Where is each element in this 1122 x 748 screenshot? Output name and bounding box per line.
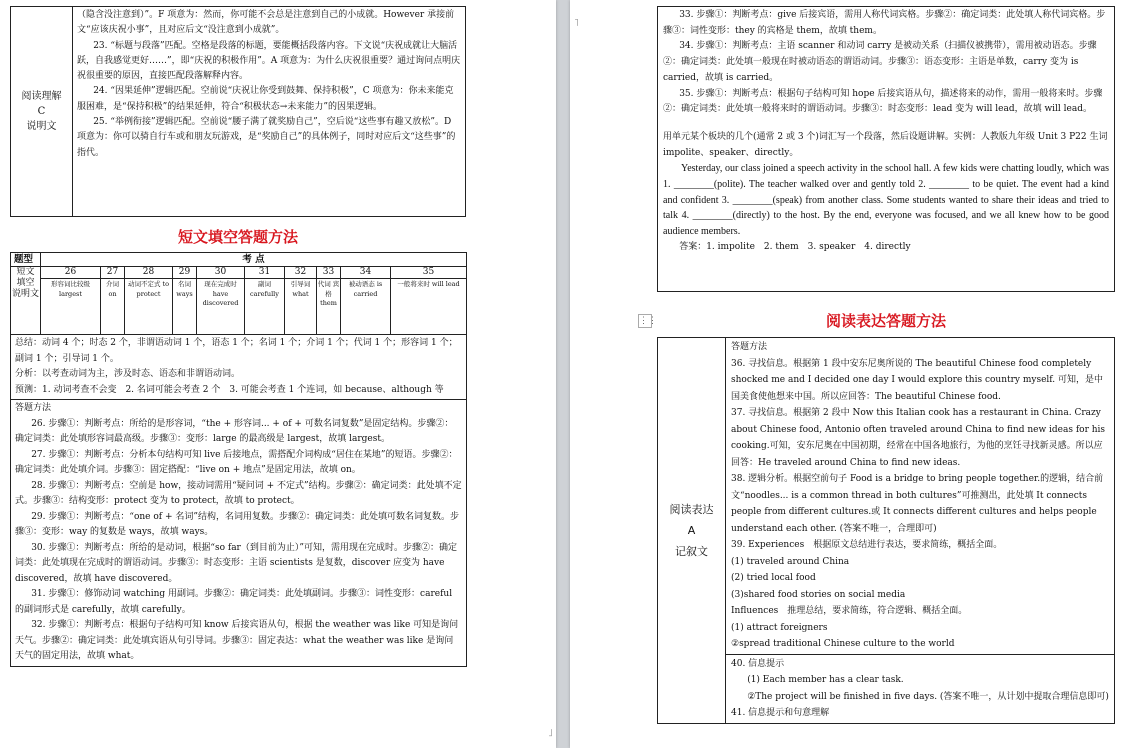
reading-c-label <box>11 7 73 217</box>
cloze-continued-content <box>658 7 1115 292</box>
question-number: 30 <box>197 267 245 279</box>
q39-influences: Influences 推理总结，要求简练，符合逻辑、概括全面。 <box>731 606 968 616</box>
method-item: 33. 步骤①：判断考点：give 后接宾语，需用人称代词宾格。步骤②：确定词类：此处填人称代词宾格。步骤③：词性变形：they 的宾格是 them，故填 them。 <box>663 10 1106 36</box>
method-item: 31. 步骤①：修饰动词 watching 用副词。步骤②：确定词类：此处填副词。步骤③：词性变形：careful 的副词形式是 carefully，故填 carefully。 <box>15 589 453 615</box>
question-number: 31 <box>245 267 285 279</box>
label-line: 阅读理解 <box>21 91 62 102</box>
header-type: 题型 <box>11 253 41 267</box>
method-item: 27. 步骤①：判断考点：分析本句结构可知 live 后接地点，需搭配介词构成“居住在某地”的短语。步骤②：确定词类：此处填介词。步骤③：固定搭配：“live on + 地点”是固定用法，故填 on。 <box>15 449 458 475</box>
test-point: 名词 ways <box>173 279 197 335</box>
q39-point: (3)shared food stories on social media <box>731 589 906 600</box>
test-point: 被动语态 is carried <box>341 279 391 335</box>
q40-point: ②The project will be finished in five days. (答案不唯一，从计划中提取合理信息即可) <box>747 691 1109 702</box>
question-number: 35 <box>391 267 467 279</box>
reading-expression-table <box>657 337 1115 724</box>
q39-influence-point: (1) attract foreigners <box>731 622 828 633</box>
question-number: 29 <box>173 267 197 279</box>
page-corner-mark: ˩ <box>548 728 553 739</box>
q39-influence-point: ②spread traditional Chinese culture to the world <box>731 639 955 649</box>
explanation-paragraph: 23. “标题与段落”匹配。空格是段落的标题，要能概括段落内容。下文说“庆祝成就让大脑活跃，自我感觉更好……”，即“庆祝的积极作用”。A 项意为：为什么庆祝很重要？通过询问点明庆祝很重要的原因，直接匹配段落解释内容。 <box>77 40 461 82</box>
method-item: 34. 步骤①：判断考点：主语 scanner 和动词 carry 是被动关系（扫描仪被携带），需用被动语态。步骤②：确定词类：此处填一般现在时被动语态的谓语动词。步骤③：语态变形：主语是单数，carry 变为 is carried，故填 is carried。 <box>663 41 1097 83</box>
method-heading: 答题方法 <box>731 342 768 352</box>
reading-a-method <box>726 338 1115 655</box>
explanation-paragraph: （隐含没注意到）”。F 项意为：然而，你可能不会总是注意到自己的小成就。However 承接前文“应该庆祝小事”，且对应后文“没注意到小成就”。 <box>77 10 455 36</box>
category-cell <box>11 267 41 335</box>
category-line: 说明文 <box>11 289 39 299</box>
kaodian-table <box>10 252 467 667</box>
test-point: 代词 宾格 them <box>317 279 341 335</box>
explanation-paragraph: 24. “因果延伸”逻辑匹配。空前说“庆祝让你受到鼓舞、保持积极”，C 项意为：你未来能克服困难，是“保持积极”的结果延伸，符合“积极状态→未来能力”的因果逻辑。 <box>77 86 454 112</box>
test-point: 动词不定式 to protect <box>125 279 173 335</box>
section-title: 阅读表达答题方法 <box>825 312 946 330</box>
question-number: 27 <box>101 267 125 279</box>
category-line: 短文 <box>16 267 35 277</box>
label-line: 说明文 <box>26 121 57 132</box>
question-number: 32 <box>285 267 317 279</box>
reading-a-label <box>658 338 726 724</box>
method-item: 26. 步骤①：判断考点：所给的是形容词，“the + 形容词... + of + 可数名词复数”是固定结构。步骤②：确定词类：此处填形容词最高级。步骤③：变形：large 的最高级是 largest，故填 largest。 <box>15 418 454 444</box>
label-line: 记叙文 <box>675 544 708 558</box>
q41-title: 41. 信息提示和句意理解 <box>731 708 830 718</box>
summary-cell <box>11 335 467 400</box>
reading-c-explanations <box>73 7 466 217</box>
label-line: 阅读表达 <box>669 502 714 516</box>
category-line: 填空 <box>16 278 35 288</box>
q40-point: (1) Each member has a clear task. <box>747 675 904 685</box>
question-number: 26 <box>41 267 101 279</box>
label-line: A <box>687 523 696 537</box>
test-point: 形容词比较级 largest <box>41 279 101 335</box>
explanation-paragraph: 25. “举例衔接”逻辑匹配。空前说“腰子满了就奖励自己”，空后说“这些事有趣又放松”。D 项意为：你可以骑自行车或和朋友玩游戏，是“奖励自己”的具体例子，同时对应后文“这些事”的指代。 <box>77 117 456 158</box>
method-item: 30. 步骤①：判断考点：所给的是动词，根据“so far（到目前为止）”可知，需用现在完成时。步骤②：确定词类：此处填现在完成时的谓语动词。步骤③：时态变形：主语 scientists 是复数，discover 应变为 have discovered，故填 have discovered。 <box>15 542 457 584</box>
method-cell <box>11 400 467 667</box>
summary-line: 总结：动词 4 个；时态 2 个，非谓语动词 1 个，语态 1 个；名词 1 个；介词 1 个；代词 1 个；形容词 1 个；副词 1 个；引导词 1 个。 <box>15 338 458 364</box>
q39-point: (2) tried local food <box>731 573 816 583</box>
section-title: 短文填空答题方法 <box>177 228 298 246</box>
header-kaodian: 考 点 <box>41 253 467 267</box>
q39-line: 39. Experiences 根据原文总结进行表达，要求简练，概括全面。 <box>731 540 1003 550</box>
prediction-line: 预测：1. 动词考查不会变 2. 名词可能会考查 2 个 3. 可能会考查 1 个连词，如 because、although 等 <box>15 384 444 395</box>
q40-title: 40. 信息提示 <box>731 658 785 669</box>
method-item: 28. 步骤①：判断考点：空前是 how，接动词需用“疑问词 + 不定式”结构。步骤②：确定词类：此处填不定式。步骤③：结构变形：protect 变为 to protect，故填 to protect。 <box>15 480 462 506</box>
q39-point: (1) traveled around China <box>731 556 850 567</box>
practice-passage: Yesterday, our class joined a speech activity in the school hall. A few kids were chatting loudly, which was 1. ________(polite). The teacher walked over and gently told 2. ________ to be quiet. The event had a kind and confident 3. ________(speak) from another class. Some students wanted to share their ideas and tried to talk 4. ________(directly) to the host. By the end, everyone was focused, and we all knew how to be good audience members. <box>663 163 1109 238</box>
test-point: 一般将来时 will lead <box>391 279 467 335</box>
method-item: 32. 步骤①：判断考点：根据句子结构可知 know 后接宾语从句，根据 the weather was like 可知是询问天气。步骤②：确定词类：此处填宾语从句引导词。步骤③：固定表达：what the weather was like 是询问天气的固定用法，故填 what。 <box>15 620 459 661</box>
question-number: 28 <box>125 267 173 279</box>
answer-line: 答案：1. impolite 2. them 3. speaker 4. directly <box>679 241 911 252</box>
answer-explanation: 38. 逻辑分析。根据空前句子 Food is a bridge to bring people together.的逻辑，结合前文“noodles... is a common thread in both cultures”可推测出，此处填 It connects people from different cultures.或 It connects different cultures and helps people understand each other. (答案不唯一，合理即可) <box>731 474 1104 534</box>
analysis-line: 分析：以考查动词为主，涉及时态、语态和非谓语动词。 <box>15 369 241 379</box>
instruction-text: 用单元某个板块的几个(通常 2 或 3 个)词汇写一个段落，然后设题讲解。实例：人教版九年级 Unit 3 P22 生词 impolite、speaker、directly。 <box>663 131 1108 158</box>
reading-c-table <box>10 6 466 217</box>
test-point: 介词 on <box>101 279 125 335</box>
test-point: 引导词 what <box>285 279 317 335</box>
cloze-continued-box <box>657 6 1115 292</box>
method-heading: 答题方法 <box>15 403 52 413</box>
method-item: 29. 步骤①：判断考点：“one of + 名词”结构，名词用复数。步骤②：确定词类：此处填可数名词复数。步骤③：变形：way 的复数是 ways，故填 ways。 <box>15 511 459 537</box>
test-point: 副词 carefully <box>245 279 285 335</box>
method-item: 35. 步骤①：判断考点：根据句子结构可知 hope 后接宾语从句，描述将来的动作，需用一般将来时。步骤②：确定词类：此处填一般将来时的谓语动词。步骤③：时态变形：lead 变为 will lead，故填 will lead。 <box>663 88 1103 115</box>
table-move-handle-icon[interactable]: ⋮⋮ <box>639 316 657 326</box>
answer-explanation: 36. 寻找信息。根据第 1 段中安东尼奥所说的 The beautiful Chinese food completely shocked me and I decided one day I would explore this country myself. 可知，是中国美食使他想来中国。所以应回答：The beautiful Chinese food. <box>731 358 1104 402</box>
reading-b-method <box>726 654 1115 723</box>
page-corner-mark: ˥ <box>574 18 579 29</box>
question-number: 34 <box>341 267 391 279</box>
test-point: 现在完成时 have discovered <box>197 279 245 335</box>
answer-explanation: 37. 寻找信息。根据第 2 段中 Now this Italian cook has a restaurant in China. Crazy about Chinese food, Antonio often traveled around China to find new ideas for his cooking.可知，安东尼奥在中国初期，经常在中国各地旅行，为他的烹饪寻找新灵感。所以应回答：He traveled around China to find new ideas. <box>731 408 1106 468</box>
label-line: C <box>37 106 46 117</box>
question-number: 33 <box>317 267 341 279</box>
